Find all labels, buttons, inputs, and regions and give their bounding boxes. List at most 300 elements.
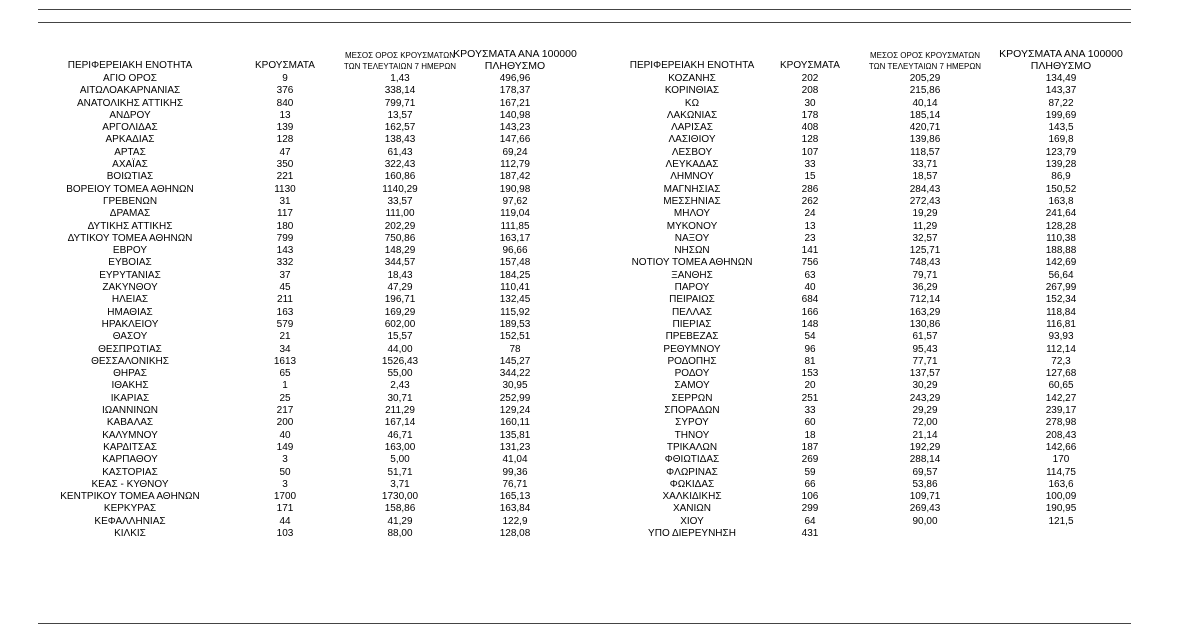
region-cell: ΜΗΛΟΥ (673, 208, 711, 220)
cases-cell: 65 (279, 368, 291, 380)
cases-cell: 149 (276, 441, 294, 453)
per-capita-cell: 56,64 (1048, 269, 1074, 281)
per-capita-cell: 188,88 (1045, 245, 1077, 257)
cases-cell: 103 (276, 527, 294, 539)
per-capita-cell: 111,85 (500, 220, 530, 232)
cases-cell: 54 (804, 331, 816, 343)
cases-cell: 171 (276, 503, 294, 515)
cases-cell: 756 (801, 257, 819, 269)
region-cell: ΑΡΓΟΛΙΔΑΣ (102, 122, 158, 134)
avg-cell: 55,00 (387, 368, 413, 380)
region-cell: ΧΙΟΥ (680, 515, 704, 527)
per-capita-cell: 115,92 (500, 306, 530, 318)
avg-cell: 19,29 (912, 208, 938, 220)
cases-cell: 141 (801, 245, 819, 257)
per-capita-cell: 122,9 (502, 515, 528, 527)
per-capita-cell: 199,69 (1045, 109, 1077, 121)
per-capita-cell: 100,09 (1045, 491, 1077, 503)
per-capita-cell: 86,9 (1051, 171, 1071, 183)
region-cell: ΡΟΔΟΥ (674, 368, 710, 380)
avg-header-line2: ΤΩΝ ΤΕΛΕΥΤΑΙΩΝ 7 ΗΜΕΡΩΝ (343, 62, 457, 71)
region-cell: ΛΑΣΙΘΙΟΥ (668, 134, 716, 146)
region-cell: ΔΡΑΜΑΣ (109, 208, 151, 220)
avg-cell: 148,29 (384, 245, 416, 257)
avg-cell: 215,86 (909, 85, 941, 97)
cases-cell: 81 (804, 355, 816, 367)
per-capita-cell: 163,84 (499, 503, 531, 515)
per-capita-cell: 72,3 (1051, 355, 1071, 367)
cases-cell: 799 (276, 232, 294, 244)
per-capita-cell: 30,95 (502, 380, 528, 392)
region-cell: ΚΟΡΙΝΘΙΑΣ (664, 85, 720, 97)
avg-cell: 163,29 (909, 306, 941, 318)
avg-cell: 272,43 (909, 195, 941, 207)
avg-cell: 712,14 (909, 294, 941, 306)
cases-cell: 107 (801, 146, 819, 158)
cases-header: ΚΡΟΥΣΜΑΤΑ (780, 60, 840, 71)
region-cell: ΤΡΙΚΑΛΩΝ (666, 441, 718, 453)
per-capita-cell: 157,48 (499, 257, 531, 269)
cases-cell: 376 (276, 85, 294, 97)
cases-cell: 299 (801, 503, 819, 515)
per-capita-cell: 127,68 (1045, 368, 1077, 380)
region-cell: ΛΑΚΩΝΙΑΣ (666, 109, 718, 121)
per-capita-header (451, 48, 579, 72)
avg-cell: 284,43 (909, 183, 941, 195)
cases-cell: 431 (801, 527, 819, 539)
cases-cell: 106 (801, 491, 819, 503)
region-cell: ΕΥΒΟΙΑΣ (108, 257, 152, 269)
region-cell: ΚΑΣΤΟΡΙΑΣ (102, 466, 158, 478)
region-cell: ΠΕΙΡΑΙΩΣ (669, 294, 715, 306)
region-cell: ΕΥΡΥΤΑΝΙΑΣ (99, 269, 161, 281)
avg-cell: 53,86 (912, 478, 938, 490)
region-cell: ΛΕΥΚΑΔΑΣ (665, 159, 719, 171)
per-capita-cell: 60,65 (1048, 380, 1074, 392)
cases-cell: 202 (801, 73, 819, 84)
region-cell: ΜΥΚΟΝΟΥ (666, 220, 718, 232)
avg-cell: 160,86 (384, 171, 416, 183)
region-cell: ΗΜΑΘΙΑΣ (107, 306, 153, 318)
avg-header (850, 50, 1000, 72)
region-header: ΠΕΡΙΦΕΡΕΙΑΚΗ ΕΝΟΤΗΤΑ (67, 60, 193, 71)
cases-cell: 143 (276, 245, 294, 257)
region-cell: ΛΕΣΒΟΥ (671, 146, 713, 158)
cases-cell: 13 (804, 220, 816, 232)
cases-cell: 25 (279, 392, 291, 404)
cases-cell: 37 (279, 269, 291, 281)
cases-cell: 579 (276, 318, 294, 330)
region-cell: ΚΟΖΑΝΗΣ (668, 73, 716, 84)
cases-cell: 148 (801, 318, 819, 330)
per-capita-cell: 134,49 (1045, 73, 1077, 84)
avg-cell: 18,57 (912, 171, 938, 183)
cases-cell: 251 (801, 392, 819, 404)
avg-cell: 750,86 (384, 232, 416, 244)
avg-cell: 95,43 (912, 343, 938, 355)
region-cell: ΚΑΛΥΜΝΟΥ (102, 429, 158, 441)
per-capita-cell: 190,98 (499, 183, 531, 195)
region-cell: ΣΥΡΟΥ (675, 417, 709, 429)
per-capita-cell: 145,27 (499, 355, 531, 367)
avg-header (333, 50, 467, 72)
per-capita-cell: 118,84 (1046, 306, 1076, 318)
per-capita-cell: 93,93 (1048, 331, 1074, 343)
avg-cell: 163,00 (384, 441, 416, 453)
avg-cell: 420,71 (909, 122, 941, 134)
per-capita-cell: 187,42 (499, 171, 531, 183)
top-rule (38, 9, 1131, 10)
region-cell: ΠΡΕΒΕΖΑΣ (665, 331, 719, 343)
per-capita-cell: 150,52 (1045, 183, 1077, 195)
avg-cell: 748,43 (909, 257, 941, 269)
per-capita-cell: 143,5 (1048, 122, 1074, 134)
avg-cell: 137,57 (909, 368, 941, 380)
region-cell: ΔΥΤΙΚΟΥ ΤΟΜΕΑ ΑΘΗΝΩΝ (67, 232, 193, 244)
per-capita-cell: 278,98 (1045, 417, 1077, 429)
per-capita-cell: 184,25 (499, 269, 531, 281)
avg-cell: 344,57 (384, 257, 416, 269)
cases-cell: 33 (804, 405, 816, 417)
avg-cell: 169,29 (384, 306, 416, 318)
cases-header: ΚΡΟΥΣΜΑΤΑ (255, 60, 315, 71)
avg-cell: 61,43 (387, 146, 413, 158)
avg-cell: 1526,43 (381, 355, 419, 367)
per-capita-cell: 160,11 (500, 417, 530, 429)
cases-cell: 128 (276, 134, 294, 146)
cases-cell: 350 (276, 159, 294, 171)
cases-cell: 262 (801, 195, 819, 207)
region-cell: ΑΧΑΪΑΣ (112, 159, 148, 171)
avg-cell: 192,29 (909, 441, 941, 453)
per-capita-cell: 147,66 (499, 134, 531, 146)
per-capita-cell: 41,04 (502, 454, 528, 466)
avg-cell: 5,00 (390, 454, 410, 466)
avg-cell: 51,71 (387, 466, 413, 478)
cases-cell: 60 (804, 417, 816, 429)
region-cell: ΑΡΚΑΔΙΑΣ (105, 134, 155, 146)
per-capita-cell: 152,34 (1045, 294, 1077, 306)
per-capita-cell: 121,5 (1048, 515, 1074, 527)
per-capita-cell: 140,98 (499, 109, 531, 121)
region-cell: ΝΟΤΙΟΥ ΤΟΜΕΑ ΑΘΗΝΩΝ (631, 257, 753, 269)
region-cell: ΠΙΕΡΙΑΣ (672, 318, 712, 330)
per-capita-header (996, 48, 1126, 72)
per-capita-cell: 241,64 (1045, 208, 1077, 220)
per-capita-cell: 152,51 (499, 331, 531, 343)
per-capita-cell: 96,66 (502, 245, 528, 257)
avg-cell: 1,43 (390, 73, 410, 84)
avg-cell: 88,00 (387, 527, 413, 539)
per-capita-cell: 131,23 (499, 441, 531, 453)
region-cell: ΙΘΑΚΗΣ (111, 380, 149, 392)
per-capita-cell: 116,81 (1046, 318, 1076, 330)
cases-cell: 40 (279, 429, 291, 441)
per-capita-cell: 112,14 (1046, 343, 1076, 355)
cases-cell: 18 (804, 429, 816, 441)
region-cell: ΘΕΣΠΡΩΤΙΑΣ (98, 343, 162, 355)
avg-cell: 61,57 (912, 331, 938, 343)
region-cell: ΧΑΛΚΙΔΙΚΗΣ (662, 491, 722, 503)
region-cell: ΑΓΙΟ ΟΡΟΣ (103, 73, 157, 84)
per-capita-header-line2: ΠΛΗΘΥΣΜΟ (484, 60, 546, 72)
avg-cell: 77,71 (912, 355, 938, 367)
region-cell: ΛΑΡΙΣΑΣ (671, 122, 713, 134)
region-cell: ΘΗΡΑΣ (113, 368, 147, 380)
cases-cell: 13 (279, 109, 291, 121)
per-capita-cell: 143,37 (1045, 85, 1077, 97)
avg-cell: 36,29 (912, 282, 938, 294)
region-cell: ΙΚΑΡΙΑΣ (110, 392, 150, 404)
avg-cell: 125,71 (909, 245, 941, 257)
cases-cell: 3 (282, 454, 288, 466)
avg-cell: 1140,29 (382, 183, 418, 195)
region-cell: ΦΩΚΙΔΑΣ (669, 478, 715, 490)
avg-cell: 799,71 (384, 97, 416, 109)
top-rule-second (38, 22, 1131, 23)
avg-header-line1: ΜΕΣΟΣ ΟΡΟΣ ΚΡΟΥΣΜΑΤΩΝ (344, 51, 456, 60)
per-capita-cell: 142,27 (1045, 392, 1077, 404)
region-cell: ΑΡΤΑΣ (114, 146, 146, 158)
cases-cell: 200 (276, 417, 294, 429)
avg-cell: 138,43 (384, 134, 416, 146)
per-capita-cell: 163,6 (1048, 478, 1074, 490)
region-cell: ΒΟΙΩΤΙΑΣ (106, 171, 154, 183)
per-capita-cell: 112,79 (500, 159, 530, 171)
region-cell: ΖΑΚΥΝΘΟΥ (102, 282, 158, 294)
avg-cell: 338,14 (384, 85, 416, 97)
cases-cell: 34 (279, 343, 291, 355)
avg-cell: 41,29 (387, 515, 413, 527)
region-cell: ΓΡΕΒΕΝΩΝ (102, 195, 158, 207)
avg-cell: 205,29 (909, 73, 941, 84)
avg-cell: 162,57 (384, 122, 416, 134)
per-capita-cell: 114,75 (1046, 466, 1076, 478)
region-cell: ΚΕΝΤΡΙΚΟΥ ΤΟΜΕΑ ΑΘΗΝΩΝ (60, 491, 200, 503)
avg-cell: 602,00 (384, 318, 416, 330)
avg-cell: 33,57 (387, 195, 413, 207)
cases-cell: 23 (804, 232, 816, 244)
region-cell: ΠΕΛΛΑΣ (671, 306, 713, 318)
per-capita-cell: 69,24 (502, 146, 528, 158)
region-cell: ΕΒΡΟΥ (112, 245, 148, 257)
avg-cell: 1730,00 (381, 491, 419, 503)
region-cell: ΦΛΩΡΙΝΑΣ (666, 466, 718, 478)
cases-cell: 24 (804, 208, 816, 220)
avg-cell: 79,71 (912, 269, 938, 281)
cases-cell: 31 (279, 195, 291, 207)
avg-cell: 15,57 (387, 331, 413, 343)
per-capita-cell: 252,99 (499, 392, 531, 404)
avg-cell: 130,86 (909, 318, 941, 330)
cases-cell: 180 (276, 220, 294, 232)
cases-cell: 332 (276, 257, 294, 269)
region-cell: ΡΟΔΟΠΗΣ (667, 355, 717, 367)
region-header: ΠΕΡΙΦΕΡΕΙΑΚΗ ΕΝΟΤΗΤΑ (629, 60, 755, 71)
bottom-rule (38, 623, 1131, 624)
avg-cell: 196,71 (384, 294, 416, 306)
region-cell: ΣΑΜΟΥ (674, 380, 710, 392)
avg-cell: 32,57 (912, 232, 938, 244)
cases-cell: 840 (276, 97, 294, 109)
cases-cell: 166 (801, 306, 819, 318)
avg-cell: 72,00 (912, 417, 938, 429)
cases-cell: 269 (801, 454, 819, 466)
region-cell: ΘΕΣΣΑΛΟΝΙΚΗΣ (91, 355, 169, 367)
region-cell: ΧΑΝΙΩΝ (672, 503, 712, 515)
avg-cell: 322,43 (384, 159, 416, 171)
cases-cell: 30 (804, 97, 816, 109)
avg-cell: 29,29 (912, 405, 938, 417)
per-capita-cell: 170 (1052, 454, 1070, 466)
avg-cell: 167,14 (384, 417, 416, 429)
per-capita-cell: 142,66 (1045, 441, 1077, 453)
region-cell: ΑΙΤΩΛΟΑΚΑΡΝΑΝΙΑΣ (79, 85, 181, 97)
avg-cell: 30,29 (912, 380, 938, 392)
per-capita-cell: 163,17 (499, 232, 531, 244)
per-capita-cell: 208,43 (1045, 429, 1077, 441)
per-capita-cell: 99,36 (502, 466, 528, 478)
region-cell: ΚΩ (684, 97, 700, 109)
cases-cell: 64 (804, 515, 816, 527)
avg-cell: 202,29 (384, 220, 416, 232)
region-cell: ΣΠΟΡΑΔΩΝ (664, 405, 720, 417)
per-capita-cell: 123,79 (1045, 146, 1077, 158)
cases-cell: 47 (279, 146, 291, 158)
cases-cell: 44 (279, 515, 291, 527)
per-capita-cell: 78 (509, 343, 521, 355)
avg-header-line1: ΜΕΣΟΣ ΟΡΟΣ ΚΡΟΥΣΜΑΤΩΝ (869, 51, 981, 60)
per-capita-cell: 178,37 (499, 85, 531, 97)
region-cell: ΝΑΞΟΥ (674, 232, 710, 244)
cases-cell: 1613 (273, 355, 297, 367)
cases-cell: 9 (282, 73, 288, 84)
avg-cell: 11,29 (912, 220, 938, 232)
cases-cell: 153 (801, 368, 819, 380)
avg-cell: 21,14 (912, 429, 938, 441)
region-cell: ΡΕΘΥΜΝΟΥ (663, 343, 721, 355)
region-cell: ΚΕΡΚΥΡΑΣ (103, 503, 157, 515)
region-cell: ΑΝΔΡΟΥ (109, 109, 151, 121)
cases-cell: 50 (279, 466, 291, 478)
per-capita-cell: 163,8 (1048, 195, 1074, 207)
region-cell: ΚΕΦΑΛΛΗΝΙΑΣ (94, 515, 166, 527)
avg-cell: 18,43 (387, 269, 413, 281)
per-capita-cell: 87,22 (1048, 97, 1074, 109)
region-cell: ΚΕΑΣ - ΚΥΘΝΟΥ (91, 478, 169, 490)
avg-cell: 109,71 (909, 491, 941, 503)
per-capita-cell: 142,69 (1045, 257, 1077, 269)
region-cell: ΙΩΑΝΝΙΝΩΝ (101, 405, 159, 417)
avg-cell: 269,43 (909, 503, 941, 515)
cases-cell: 96 (804, 343, 816, 355)
per-capita-cell: 110,38 (1046, 232, 1076, 244)
cases-cell: 187 (801, 441, 819, 453)
per-capita-cell: 128,28 (1045, 220, 1077, 232)
per-capita-cell: 143,23 (499, 122, 531, 134)
avg-cell: 30,71 (387, 392, 413, 404)
cases-cell: 1 (282, 380, 288, 392)
avg-cell: 118,57 (910, 146, 940, 158)
cases-cell: 221 (276, 171, 294, 183)
avg-cell: 13,57 (387, 109, 413, 121)
avg-cell: 288,14 (909, 454, 941, 466)
per-capita-cell: 132,45 (499, 294, 531, 306)
region-cell: ΘΑΣΟΥ (112, 331, 148, 343)
region-cell: ΗΛΕΙΑΣ (111, 294, 149, 306)
cases-cell: 117 (277, 208, 293, 220)
avg-cell: 111,00 (385, 208, 415, 220)
cases-cell: 1700 (273, 491, 297, 503)
region-cell: ΞΑΝΘΗΣ (671, 269, 713, 281)
region-cell: ΣΕΡΡΩΝ (671, 392, 713, 404)
per-capita-cell: 344,22 (499, 368, 531, 380)
per-capita-cell: 128,08 (499, 527, 531, 539)
cases-cell: 3 (282, 478, 288, 490)
cases-cell: 178 (801, 109, 819, 121)
cases-cell: 211 (277, 294, 293, 306)
per-capita-cell: 135,81 (499, 429, 531, 441)
per-capita-cell: 190,95 (1045, 503, 1077, 515)
per-capita-header-line2: ΠΛΗΘΥΣΜΟ (1030, 60, 1092, 72)
cases-cell: 40 (804, 282, 816, 294)
region-cell: ΚΑΡΔΙΤΣΑΣ (103, 441, 157, 453)
avg-cell: 33,71 (912, 159, 938, 171)
avg-cell: 40,14 (912, 97, 938, 109)
per-capita-cell: 139,28 (1045, 159, 1077, 171)
avg-cell: 185,14 (909, 109, 941, 121)
per-capita-cell: 97,62 (502, 195, 528, 207)
per-capita-cell: 110,41 (500, 282, 530, 294)
cases-cell: 128 (801, 134, 819, 146)
avg-cell: 90,00 (912, 515, 938, 527)
per-capita-cell: 129,24 (499, 405, 531, 417)
region-cell: ΠΑΡΟΥ (674, 282, 710, 294)
per-capita-cell: 496,96 (499, 73, 531, 84)
cases-cell: 21 (279, 331, 291, 343)
avg-cell: 3,71 (390, 478, 410, 490)
region-cell: ΤΗΝΟΥ (674, 429, 710, 441)
per-capita-cell: 167,21 (499, 97, 531, 109)
per-capita-cell: 76,71 (502, 478, 528, 490)
cases-cell: 684 (801, 294, 819, 306)
cases-cell: 286 (801, 183, 819, 195)
region-cell: ΦΘΙΩΤΙΔΑΣ (664, 454, 720, 466)
cases-cell: 1130 (274, 183, 296, 195)
cases-cell: 20 (804, 380, 816, 392)
per-capita-cell: 189,53 (499, 318, 531, 330)
cases-cell: 217 (276, 405, 294, 417)
region-cell: ΜΑΓΝΗΣΙΑΣ (663, 183, 721, 195)
cases-cell: 45 (279, 282, 291, 294)
region-cell: ΔΥΤΙΚΗΣ ΑΤΤΙΚΗΣ (87, 220, 173, 232)
region-cell: ΝΗΣΩΝ (674, 245, 710, 257)
avg-cell: 47,29 (387, 282, 413, 294)
per-capita-cell: 119,04 (500, 208, 530, 220)
cases-cell: 408 (801, 122, 819, 134)
cases-cell: 63 (804, 269, 816, 281)
per-capita-cell: 165,13 (499, 491, 531, 503)
per-capita-cell: 239,17 (1045, 405, 1077, 417)
region-cell: ΚΙΛΚΙΣ (114, 527, 146, 539)
cases-cell: 33 (804, 159, 816, 171)
cases-cell: 163 (276, 306, 294, 318)
avg-cell: 69,57 (912, 466, 938, 478)
avg-cell: 2,43 (390, 380, 410, 392)
avg-cell: 46,71 (387, 429, 413, 441)
per-capita-header-line1: ΚΡΟΥΣΜΑΤΑ ΑΝΑ 100000 (999, 48, 1123, 60)
per-capita-header-line1: ΚΡΟΥΣΜΑΤΑ ΑΝΑ 100000 (453, 48, 577, 60)
